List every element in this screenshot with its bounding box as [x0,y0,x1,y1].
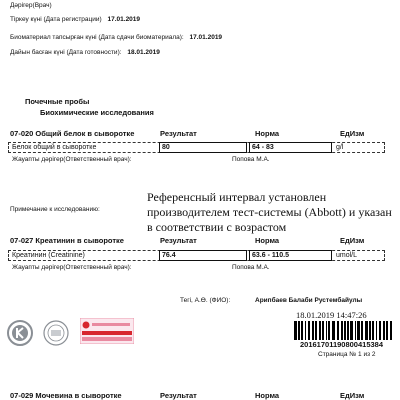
analyte-name: Белок общий в сыворотке [12,144,97,151]
ready-label: Дайын басған күні (Дата готовности): [10,49,122,56]
column-unit: ЕдИзм [340,391,365,400]
barcode-bar [390,321,392,340]
barcode-bar [376,321,377,340]
barcode-bar [319,321,321,340]
barcode-number: 20161701190800415384 [300,340,384,349]
ready-date: 18.01.2019 [127,49,160,56]
biomaterial-label: Биоматериал тапсырған күні (Дата сдачи биоматериала): [10,34,184,41]
column-result: Результат [160,391,197,400]
barcode-bar [383,321,385,340]
norm-value: 63.6 - 110.5 [249,250,332,261]
result-value: 76.4 [159,250,247,261]
patient-label: Тегі, А.Ө. (ФИО): [180,297,231,304]
registration-line [10,16,140,24]
barcode-bar [332,321,335,340]
barcode-bar [305,321,306,340]
responsible-doctor-label: Жауапты дәрігер(Ответственный врач): [12,264,132,271]
barcode-bar [294,321,297,340]
column-unit: ЕдИзм [340,236,365,245]
note-line: в соответствии с возрастом [147,220,287,234]
note-text [147,190,392,235]
barcode-bar [341,321,343,340]
barcode-bar [355,321,356,340]
biomaterial-line [10,34,222,42]
column-norm: Норма [255,129,280,138]
barcode-bar [337,321,339,340]
barcode [294,321,394,340]
doctor-label: Дәрігер(Врач) [10,2,52,9]
barcode-bar [322,321,324,340]
barcode-bar [298,321,300,340]
barcode-bar [347,321,349,340]
page-number: Страница № 1 из 2 [318,351,376,358]
analyte-name: Креатинин (Creatinine) [12,252,85,259]
biomaterial-date: 17.01.2019 [189,34,223,41]
ready-line [10,49,160,57]
barcode-bar [372,321,374,340]
patient-name: Арипбаев Балаби Рустембайулы [255,297,363,304]
barcode-bar [365,321,368,340]
barcode-bar [386,321,388,340]
responsible-doctor-name: Попова М.А. [232,156,270,163]
barcode-bar [301,321,303,340]
test-header-name: 07-020 Общий белок в сыворотке [10,129,135,138]
barcode-bar [328,321,330,340]
responsible-doctor-label: Жауапты дәрігер(Ответственный врач): [12,156,132,163]
quality-austria-logo [80,318,134,344]
barcode-bar [350,321,353,340]
print-datetime: 18.01.2019 14:47:26 [296,310,367,320]
column-unit: ЕдИзм [340,129,365,138]
note-line: Референсный интервал установлен [147,190,327,204]
barcode-bar [357,321,360,340]
column-norm: Норма [255,391,280,400]
registration-label: Тіркеу күні (Дата регистрации) [10,16,102,23]
barcode-bar [369,321,371,340]
result-value: 80 [159,142,247,153]
barcode-bar [379,321,381,340]
responsible-doctor-name: Попова М.А. [232,264,270,271]
section-title: Почечные пробы [25,97,90,106]
note-label: Примечание к исследованию: [10,206,100,213]
unit-value: umol/L [336,252,358,259]
column-result: Результат [160,129,197,138]
barcode-bar [344,321,346,340]
result-row [8,250,385,261]
section-subtitle: Биохимические исследования [40,108,154,117]
column-result: Результат [160,236,197,245]
test-header-name: 07-027 Креатинин в сыворотке [10,236,124,245]
certification-logo [7,320,33,346]
barcode-bar [326,321,327,340]
accreditation-logo [42,320,70,346]
note-line: производителем тест-системы (Abbott) и указан [147,205,392,219]
registration-date: 17.01.2019 [107,16,141,23]
result-row [8,142,385,153]
norm-value: 64 - 83 [249,142,332,153]
barcode-bar [315,321,317,340]
test-header-name: 07-029 Мочевина в сыворотке [10,391,122,400]
column-norm: Норма [255,236,280,245]
barcode-bar [361,321,363,340]
barcode-bar [312,321,314,340]
unit-value: g/l [336,144,344,151]
barcode-bar [308,321,310,340]
